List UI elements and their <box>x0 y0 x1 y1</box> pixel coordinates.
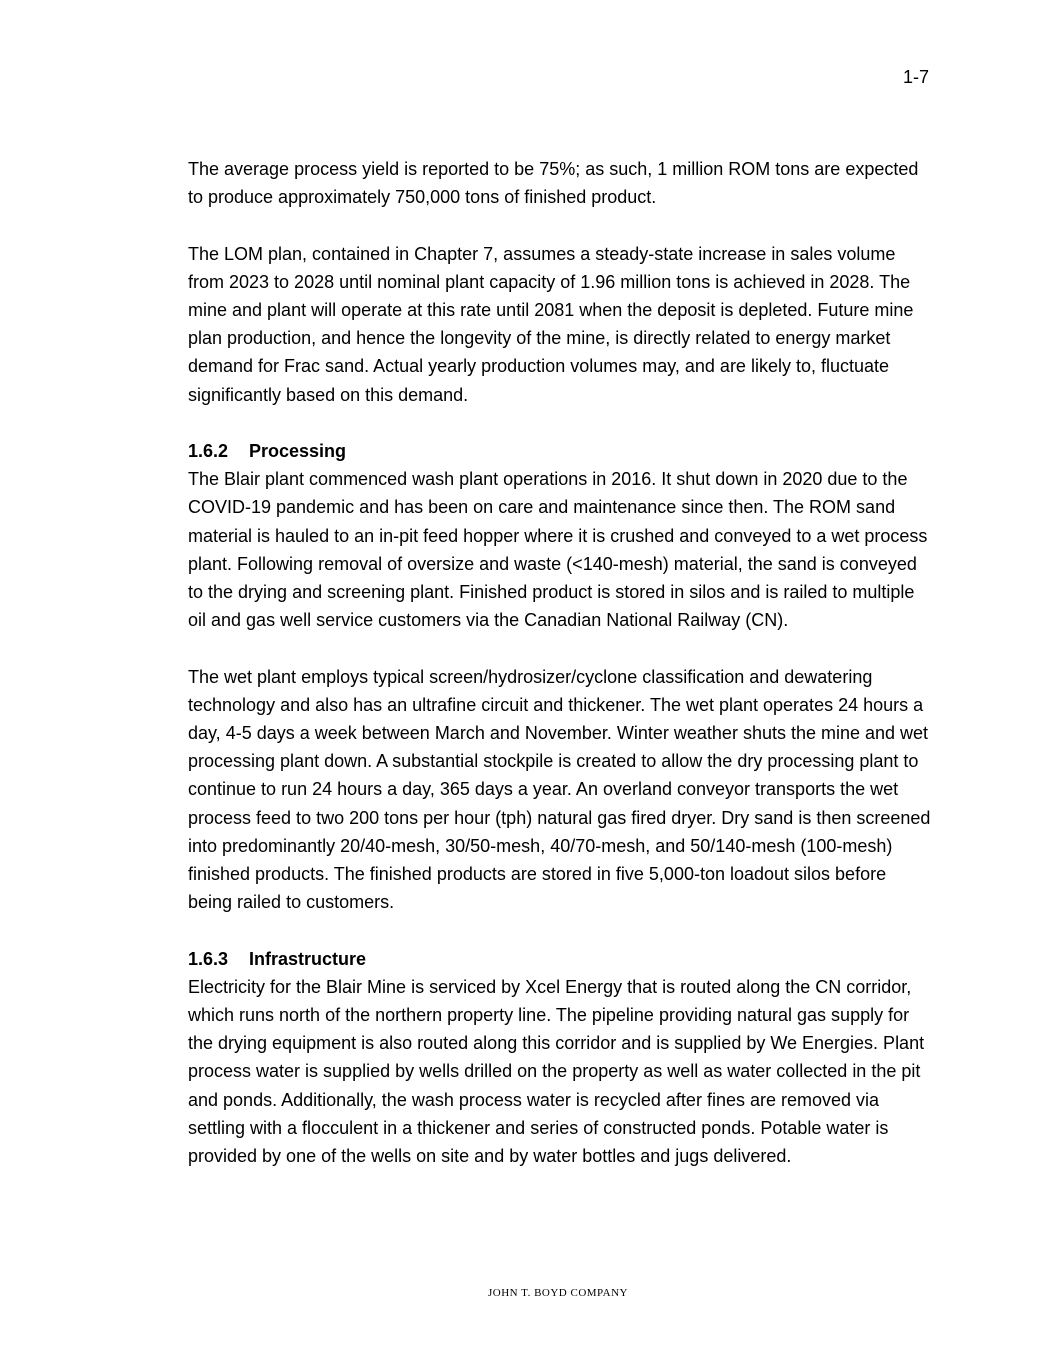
processing-section-title: Processing <box>249 441 347 461</box>
infrastructure-paragraph-1: Electricity for the Blair Mine is serviced by Xcel Energy that is routed along the CN corridor, which runs north of the northern property line. The pipeline providing natural gas supply for the drying equipment is also routed along this corridor and is supplied by We Energies. Plant process water is supplied by wells drilled on the property as well as water collected in the pit and ponds. Additionally, the wash process water is recycled after fines are removed via settling with a flocculent in a thickener and series of constructed ponds. Potable water is provided by one of the wells on site and by water bottles and jugs delivered. <box>188 976 925 1167</box>
processing-paragraph-1: The Blair plant commenced wash plant operations in 2016. It shut down in 2020 due to the COVID-19 pandemic and has been on care and maintenance since then. The ROM sand material is hauled to an in-pit feed hopper where it is crushed and conveyed to a wet process plant. Following removal of oversize and waste (<140-mesh) material, the sand is conveyed to the drying and screening plant. Finished product is stored in silos and is railed to multiple oil and gas well service customers via the Canadian National Railway (CN). <box>188 469 928 631</box>
footer-company-name: JOHN T. BOYD COMPANY <box>488 1287 628 1299</box>
processing-section-number: 1.6.2 <box>188 441 229 461</box>
infrastructure-section-number: 1.6.3 <box>188 948 229 969</box>
infrastructure-heading <box>188 945 933 973</box>
processing-heading <box>188 437 933 465</box>
processing-section <box>188 437 933 916</box>
infrastructure-section <box>188 945 933 1171</box>
lom-paragraph: The LOM plan, contained in Chapter 7, assumes a steady-state increase in sales volume from 2023 to 2028 until nominal plant capacity of 1.96 million tons is achieved in 2028. The mine and plant will operate at this rate until 2081 when the deposit is depleted. Future mine plan production, and hence the longevity of the mine, is directly related to energy market demand for Frac sand. Actual yearly production volumes may, and are likely to, fluctuate significantly based on this demand. <box>188 243 914 405</box>
infrastructure-section-title: Infrastructure <box>249 948 367 969</box>
page-number: 1-7 <box>902 67 929 87</box>
document-body <box>188 155 933 1170</box>
yield-paragraph: The average process yield is reported to be 75%; as such, 1 million ROM tons are expected to produce approximately 750,000 tons of finished product. <box>188 159 919 208</box>
processing-paragraph-2: The wet plant employs typical screen/hydrosizer/cyclone classification and dewatering technology and also has an ultrafine circuit and thickener. The wet plant operates 24 hours a day, 4-5 days a week between March and November. Winter weather shuts the mine and wet processing plant down. A substantial stockpile is created to allow the dry processing plant to continue to run 24 hours a day, 365 days a year. An overland conveyor transports the wet process feed to two 200 tons per hour (tph) natural gas fired dryer. Dry sand is then screened into predominantly 20/40-mesh, 30/50-mesh, 40/70-mesh, and 50/140-mesh (100-mesh) finished products. The finished products are stored in five 5,000-ton loadout silos before being railed to customers. <box>188 666 931 913</box>
